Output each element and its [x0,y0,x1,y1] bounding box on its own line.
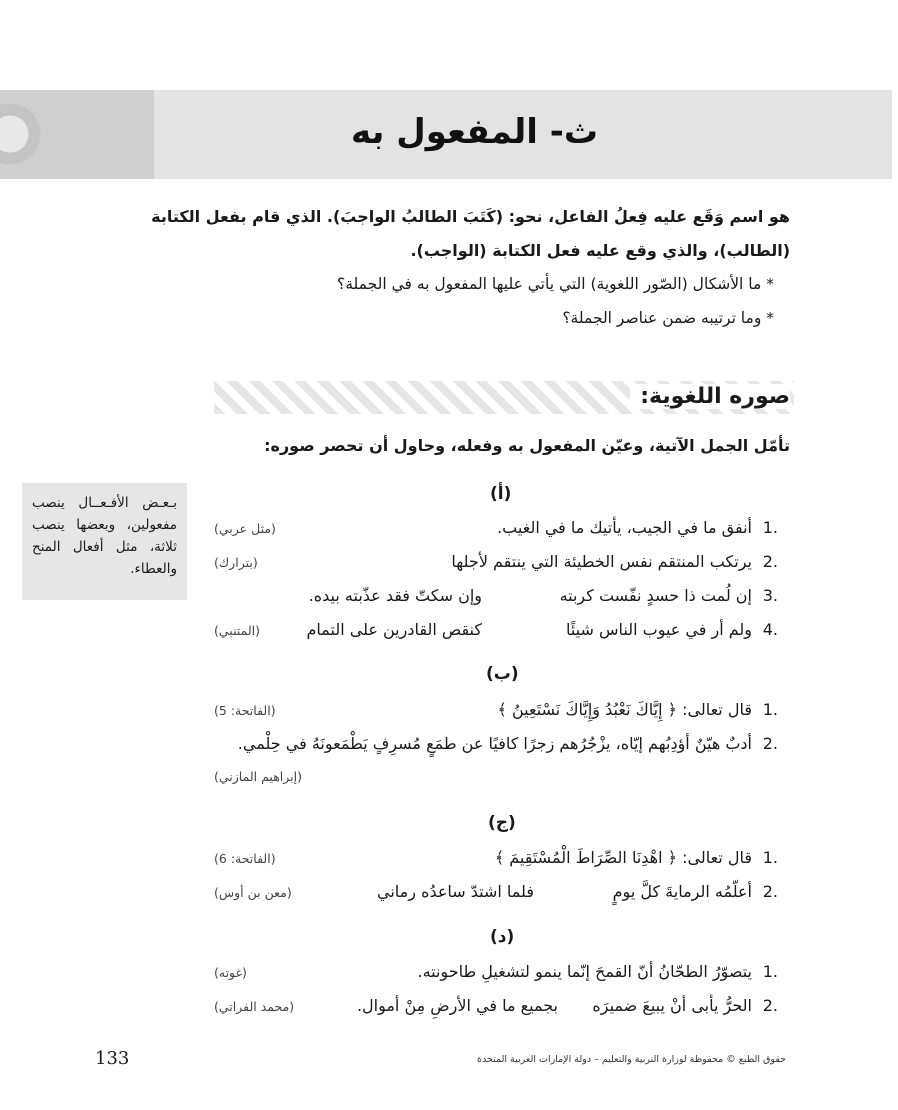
example-sentence: يتصوّرُ الطحّانُ أنّ القمحَ إنّما ينمو لتشغيلِ طاحونته. [417,962,752,981]
verse-hemistich-2: فلما اشتدّ ساعدُه رماني [377,882,534,901]
verse-hemistich-2: وإن سكتّ فقد عذّبته بيده. [308,586,482,605]
group-label-a: (أ) [490,484,512,504]
source-citation: (بترارك) [214,555,258,570]
example-sentence: أدبٌ هيّنٌ أؤدِبُهم إيّاه، يزْجُرُهم زجرًا كافيًا عن طمَعٍ مُسرِفٍ يَطْمَعونَهُ في حِلْمي. [237,734,752,753]
item-number: 1. [762,962,778,981]
item-number: 4. [762,620,778,639]
source-citation: (الفاتحة: 5) [214,703,276,718]
group-label-d: (د) [490,927,515,947]
source-citation: (مثل عربي) [214,521,276,536]
verse-hemistich-1: الحرُّ يأبى أنْ يبيعَ ضميرَه [592,996,752,1015]
group-label-c: (ج) [488,813,516,833]
definition-line-2: (الطالب)، والذي وقع عليه فعل الكتابة (الواجب). [410,241,790,260]
verse-hemistich-1: أعلّمُه الرمايةَ كلَّ يومٍ [612,882,752,901]
page-number: 133 [95,1048,130,1069]
example-sentence: يرتكب المنتقم نفس الخطيئة التي ينتقم لأجلها [451,552,752,571]
source-citation: (محمد الفراتي) [214,999,295,1014]
item-number: 1. [762,518,778,537]
item-number: 2. [762,996,778,1015]
source-citation: (معن بن أوس) [214,885,292,900]
verse-hemistich-2: بجميع ما في الأرضِ مِنْ أموال. [356,996,558,1015]
source-citation: (غوته) [214,965,247,980]
question-2: * وما ترتيبه ضمن عناصر الجملة؟ [562,309,774,327]
source-citation: (المتنبي) [214,623,260,638]
side-note: بـعـض الأفـعــال ينصب مفعولين، وبعضها ينصب ثلاثة، مثل أفعال المنح والعطاء. [22,483,187,600]
item-number: 1. [762,848,778,867]
item-number: 1. [762,700,778,719]
item-number: 2. [762,552,778,571]
quran-verse: قال تعالى: ﴿ إِيَّاكَ نَعْبُدُ وَإِيَّاكَ نَسْتَعِينُ ﴾ [497,700,752,719]
section-heading: صوره اللغوية: [630,384,790,409]
instruction: تأمّل الجمل الآتية، وعيّن المفعول به وفعله، وحاول أن تحصر صوره: [264,436,790,455]
item-number: 3. [762,586,778,605]
example-sentence: أنفق ما في الجيب، يأتيك ما في الغيب. [497,518,752,537]
question-1: * ما الأشكال (الصّور اللغوية) التي يأتي عليها المفعول به في الجملة؟ [337,275,774,293]
item-number: 2. [762,734,778,753]
definition-line-1: هو اسم وَقَع عليه فِعلُ الفاعل، نحو: (كَتَبَ الطالبُ الواجبَ). الذي قام بفعل الكتابة [151,207,790,226]
item-number: 2. [762,882,778,901]
verse-hemistich-1: إن لُمت ذا حسدٍ نفّست كربته [559,586,752,605]
copyright-notice: حقوق الطبع © محفوظة لوزارة التربية والتعليم – دولة الإمارات العربية المتحدة [477,1054,786,1065]
page-title: ث- المفعول به [350,112,598,152]
ornament-decoration [0,90,154,179]
verse-hemistich-1: ولم أر في عيوب الناس شيئًا [565,620,752,639]
verse-hemistich-2: كنقص القادرين على التمام [306,620,482,639]
source-citation: (إبراهيم المازني) [214,769,302,784]
source-citation: (الفاتحة: 6) [214,851,276,866]
quran-verse: قال تعالى: ﴿ اهْدِنَا الصِّرَاطَ الْمُسْتَقِيمَ ﴾ [494,848,752,867]
group-label-b: (ب) [486,664,519,684]
